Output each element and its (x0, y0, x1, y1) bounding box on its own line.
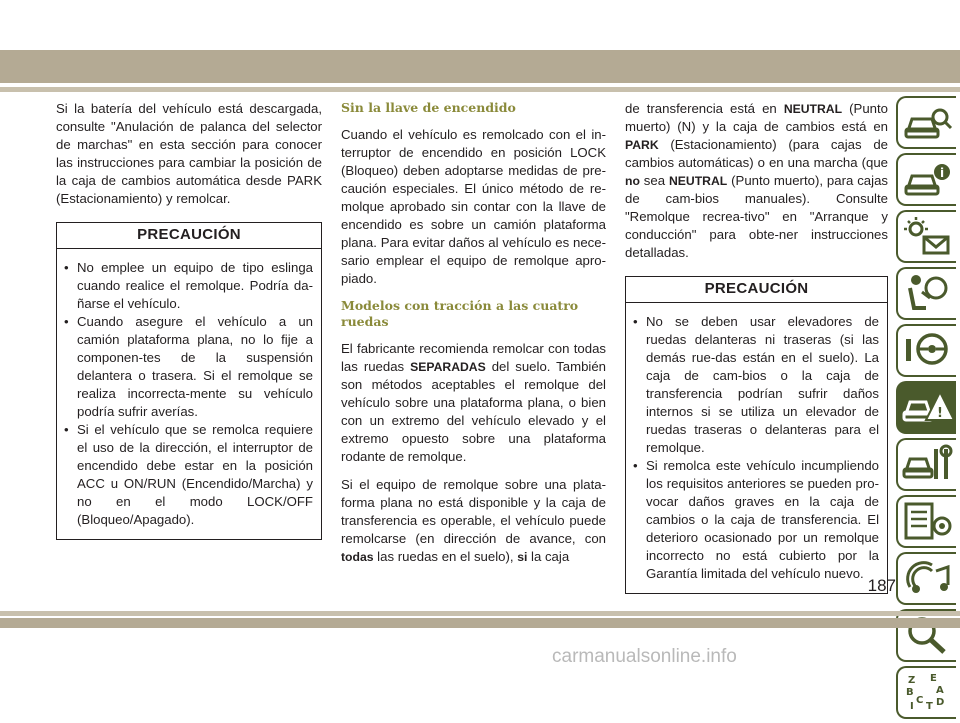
caution-box-right (625, 276, 888, 594)
tab-car-search[interactable] (896, 96, 956, 149)
4wd-paragraph (341, 340, 606, 466)
index-letter: Z (908, 675, 916, 686)
top-decor-band (0, 50, 960, 83)
column-middle (341, 100, 606, 576)
index-letter: I (910, 701, 914, 712)
caution-item: • Si remolca este vehículo incumpliendo los requisitos anteriores se pueden pro-vocar daños graves en la caja de cambios o la caja de transferencia. El deterioro ocasionado por un remolque incorrecto no está cubierto por la Garantía limitada del vehículo nuevo. (632, 457, 879, 583)
bottom-decor-line (0, 611, 960, 616)
caution-item: • No emplee un equipo de tipo eslinga cuando realice el remolque. Podría da-ñarse el vehículo. (63, 259, 313, 313)
index-letter: A (936, 685, 944, 696)
car-wrench-icon (902, 443, 954, 485)
text-run: (Punto muerto) (N) y la caja de cambios está en (625, 101, 888, 134)
caution-item: • No se deben usar elevadores de ruedas delanteras ni traseras (si las demás rue-das están en el suelo). La caja de cam-bios o la caja de transferencia podrían sufrir daños internos si se utiliza un elevador de ruedas traseras o delanteras para el remolque. (632, 313, 879, 457)
tab-search[interactable] (896, 609, 956, 662)
section-heading: Modelos con tracción a las cuatro ruedas (341, 298, 579, 329)
caution-list (626, 303, 887, 593)
tab-car-wrench[interactable] (896, 438, 956, 491)
text-run: Si el equipo de remolque sobre una plata-forma plana no está disponible y la caja de transferencia es operable, el vehículo puede remolcarse (en dirección de avance, con (341, 477, 606, 546)
steering-wheel-icon (902, 329, 954, 371)
text-run: sea (639, 173, 669, 188)
multimedia-icon (902, 557, 954, 599)
text-run: las ruedas en el suelo), (373, 549, 518, 564)
index-letter: B (906, 687, 914, 698)
maintenance-list-icon (902, 500, 954, 542)
index-letter: C (916, 695, 924, 706)
car-info-icon (902, 158, 954, 200)
tab-index[interactable] (896, 666, 956, 719)
tab-maintenance-list[interactable] (896, 495, 956, 548)
flatbed-paragraph (341, 476, 606, 566)
bold-text: no (625, 174, 640, 188)
bold-text: todas (341, 550, 374, 564)
dashboard-lights-icon (902, 215, 954, 257)
car-warning-triangle-icon (902, 386, 954, 428)
caution-item: • Si el vehículo que se remolca requiere el uso de la dirección, el interruptor de encendido debe estar en la posición ACC u ON/RUN (Encendido/Marcha) y no en el modo LOCK/OFF (Bloqueo/Apagado). (63, 421, 313, 529)
text-run: de transferencia está en (625, 101, 784, 116)
no-key-paragraph: Cuando el vehículo es remolcado con el in-terruptor de encendido en posición LOCK (Bloqueo) deben adoptarse medidas de pre-caución especiales. El único método de re-molque aprobado sin contar con la llave de encendido es sobre un camión plataforma plana. Para evitar daños al vehículo es nece-sario emplear el equipo de remolque apro-piado. (341, 127, 606, 286)
index-letter: E (930, 673, 937, 684)
bold-text: NEUTRAL (668, 174, 728, 188)
top-decor-line (0, 87, 960, 92)
index-letter: D (936, 697, 945, 708)
bold-text: SEPARADAS (410, 360, 486, 374)
battery-paragraph: Si la batería del vehículo está descargada, consulte "Anulación de palanca del selector de marchas" en esta sección para conocer las instrucciones para cambiar la posición de la caja de cambios automática desde PARK (Estacionamiento) y remolcar. (56, 101, 322, 206)
tab-multimedia[interactable] (896, 552, 956, 605)
column-left (56, 100, 322, 540)
tab-emergency[interactable] (896, 381, 956, 434)
text-run: del suelo. También son métodos aceptables el remolque del vehículo sobre una plataforma plana, o bien con un extremo del vehículo elevado y el extremo opuesto sobre una plataforma rodante de remolque. (341, 359, 607, 464)
caution-title: PRECAUCIÓN (57, 223, 321, 249)
airbag-seat-icon (902, 272, 954, 314)
bottom-decor-band (0, 618, 960, 628)
watermark: carmanualsonline.info (552, 646, 737, 667)
tab-dashboard-lights[interactable] (896, 210, 956, 263)
svg-text:!: ! (937, 406, 943, 421)
bold-text: PARK (625, 138, 659, 152)
bold-text: si (517, 550, 528, 564)
tab-airbag-seat[interactable] (896, 267, 956, 320)
caution-item: • Cuando asegure el vehículo a un camión plataforma plana, no lo fije a componen-tes de la suspensión delantera o trasera. Si el remolque se realiza incorrecta-mente su vehículo podría sufrir averías. (63, 313, 313, 421)
text-run: la caja (527, 549, 570, 564)
car-search-icon (902, 101, 954, 143)
transfer-case-paragraph (625, 100, 888, 262)
tab-steering-wheel[interactable] (896, 324, 956, 377)
svg-text:i: i (940, 166, 945, 180)
bold-text: NEUTRAL (783, 102, 843, 116)
index-letter: T (926, 701, 933, 712)
text-run: (Estacionamiento) (para cajas de cambios automáticas) o en una marcha (que (625, 137, 888, 170)
alphabet-index-icon (902, 671, 954, 713)
section-heading: Sin la llave de encendido (341, 100, 516, 115)
caution-list (57, 249, 321, 539)
page-number: 187 (867, 576, 896, 595)
caution-title: PRECAUCIÓN (626, 277, 887, 303)
column-right (625, 100, 888, 594)
chapter-tabs (896, 96, 956, 723)
caution-box-left (56, 222, 322, 540)
text-run: El fabricante recomienda remolcar con todas las ruedas (341, 341, 606, 374)
tab-car-info[interactable] (896, 153, 956, 206)
text-run: (Punto muerto), para cajas de cam-bios manuales). Consulte "Remolque recrea-tivo" en "Arranque y conducción" para obte-ner instrucciones detalladas. (625, 173, 888, 260)
